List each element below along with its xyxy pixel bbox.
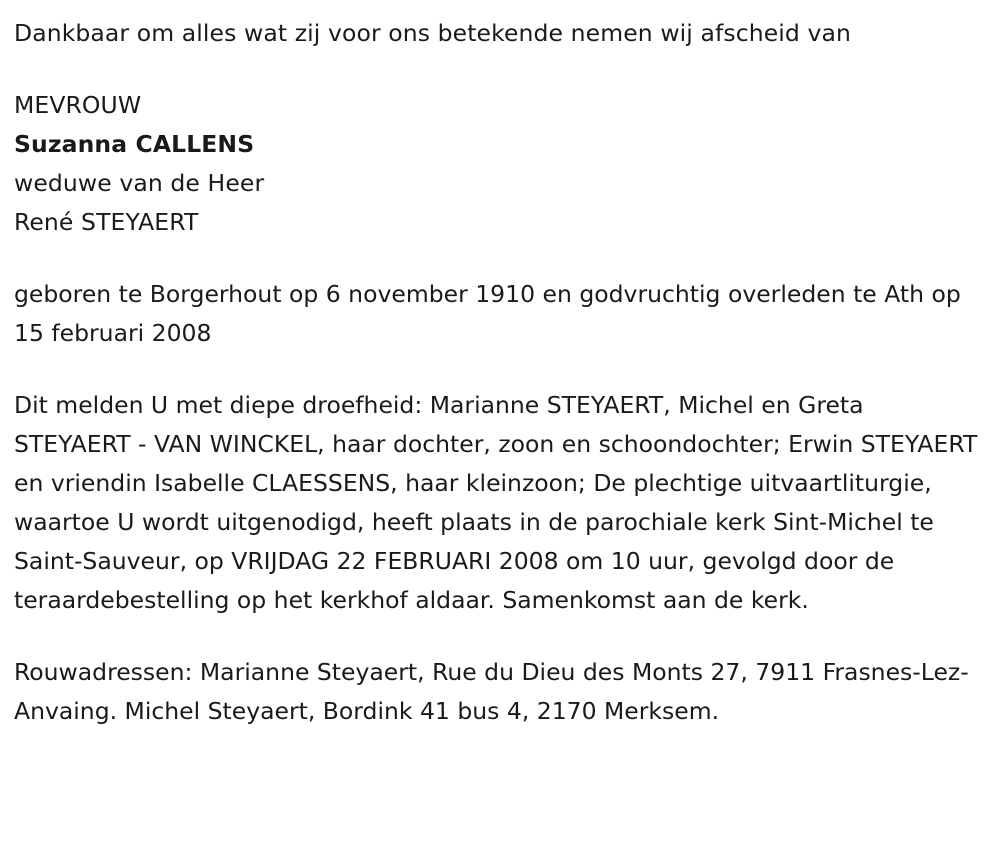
birth-death-text: geboren te Borgerhout op 6 november 1910 en godvruchtig overleden te Ath op 15 februari 2008 [14, 280, 961, 347]
salutation-text: MEVROUW [14, 91, 142, 119]
spacer [14, 53, 986, 86]
spacer [14, 353, 986, 386]
relation-line-1: weduwe van de Heer [14, 169, 265, 197]
deceased-name: Suzanna CALLENS [14, 130, 255, 158]
relation-line-2: René STEYAERT [14, 208, 199, 236]
spacer [14, 242, 986, 275]
mourning-addresses-text: Rouwadressen: Marianne Steyaert, Rue du Dieu des Monts 27, 7911 Frasnes-Lez-Anvaing. Michel Steyaert, Bordink 41 bus 4, 2170 Merksem. [14, 658, 969, 725]
spacer [14, 620, 986, 653]
intro-text: Dankbaar om alles wat zij voor ons betekende nemen wij afscheid van [14, 19, 852, 47]
announcement-text: Dit melden U met diepe droefheid: Marianne STEYAERT, Michel en Greta STEYAERT - VAN WINCKEL, haar dochter, zoon en schoondochter; Erwin STEYAERT en vriendin Isabelle CLAESSENS, haar kleinzoon; De plechtige uitvaartliturgie, waartoe U wordt uitgenodigd, heeft plaats in de parochiale kerk Sint-Michel te Saint-Sauveur, op VRIJDAG 22 FEBRUARI 2008 om 10 uur, gevolgd door de teraardebestelling op het kerkhof aldaar. Samenkomst aan de kerk. [14, 391, 978, 614]
